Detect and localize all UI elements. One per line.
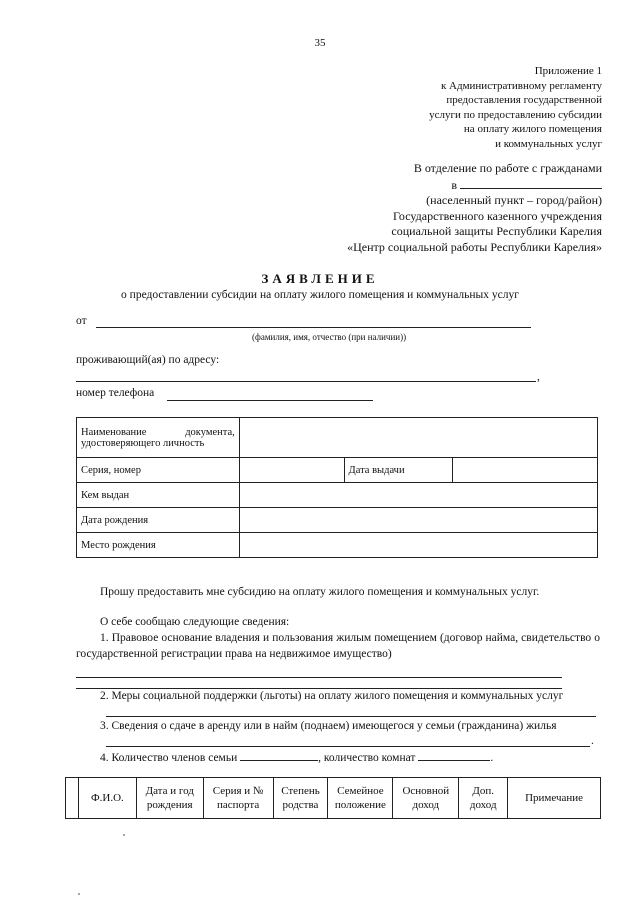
addressee-line: социальной защиты Республики Карелия [391,224,602,238]
phone-field[interactable] [167,400,373,401]
members-header-passport: Серия и № паспорта [203,778,273,819]
item-2-field-line[interactable] [106,716,596,717]
doc-name-label: Наименование документа, удостоверяющего личность [77,418,240,458]
address-comma: , [537,371,540,383]
birth-date-field[interactable] [239,508,597,533]
issue-date-field[interactable] [453,458,598,483]
item-4-rooms-label: , количество комнат [318,752,416,764]
page-number: 35 [314,37,326,49]
about-paragraph: О себе сообщаю следующие сведения: [100,616,290,628]
birth-date-label: Дата рождения [77,508,240,533]
addressee-line [347,177,602,194]
addressee-block [347,161,602,255]
rooms-field[interactable] [418,750,490,761]
members-header-marital: Семейное положение [328,778,393,819]
family-members-table [65,777,601,819]
addressee-line: Государственного казенного учреждения [393,208,602,223]
appendix-line: к Административному регламенту [440,79,602,92]
appendix-line: и коммунальных услуг [495,137,602,150]
birth-place-label: Место рождения [77,533,240,558]
applicant-name-field[interactable] [96,327,531,328]
series-number-label: Серия, номер [77,458,240,483]
members-header-note: Примечание [508,778,601,819]
from-label: от [76,315,87,327]
item-3-field-line[interactable] [106,746,590,747]
item-4-end: . [490,752,494,764]
item-4-family-label: 4. Количество членов семьи [100,752,238,764]
doc-name-field[interactable] [239,418,597,458]
appendix-line: предоставления государственной [446,94,602,107]
item-3-text: 3. Сведения о сдаче в аренду или в найм (поднаем) имеющегося у семьи (гражданина) жилья [100,720,557,732]
applicant-name-hint: (фамилия, имя, отчество (при наличии)) [252,332,407,342]
members-header-main-income: Основной доход [393,778,459,819]
appendix-line: на оплату жилого помещения [463,123,602,136]
members-header-relation: Степень родства [273,778,328,819]
request-paragraph: Прошу предоставить мне субсидию на оплату жилого помещения и коммунальных услуг. [100,586,540,598]
issued-by-label: Кем выдан [77,483,240,508]
phone-label: номер телефона [76,387,155,399]
appendix-line: Приложение 1 [534,65,602,77]
item-4-line [100,750,493,764]
item-1-field-line[interactable] [76,677,562,678]
settlement-field[interactable] [460,177,602,189]
addressee-hint: (населенный пункт – город/район) [426,193,602,207]
scan-speck [123,834,125,836]
addressee-prefix: в [451,177,457,192]
item-3-end: . [591,735,594,747]
document-subtitle: о предоставлении субсидии на оплату жилого помещения и коммунальных услуг [121,289,519,301]
item-1-text: 1. Правовое основание владения и пользования жилым помещением (договор найма, свидетельство о государственной регистрации права на недвижимое имущество) [76,632,600,660]
item-2-text: 2. Меры социальной поддержки (льготы) на оплату жилого помещения и коммунальных услуг [100,690,564,702]
series-number-field[interactable] [239,458,344,483]
addressee-line: «Центр социальной работы Республики Карелия» [347,239,602,254]
address-label: проживающий(ая) по адресу: [76,354,220,366]
document-title: ЗАЯВЛЕНИЕ [261,271,379,286]
identity-document-table [76,417,598,558]
members-header-extra-income: Доп. доход [459,778,508,819]
family-members-field[interactable] [240,750,318,761]
members-header-birth: Дата и год рождения [136,778,203,819]
appendix-line: услуги по предоставлению субсидии [429,108,602,121]
members-index-column [66,778,79,819]
issue-date-label: Дата выдачи [344,458,453,483]
scan-speck [78,893,80,895]
birth-place-field[interactable] [239,533,597,558]
addressee-line: В отделение по работе с гражданами [413,161,602,175]
address-field[interactable] [76,381,536,382]
issued-by-field[interactable] [239,483,597,508]
appendix-block [429,64,602,152]
members-header-name: Ф.И.О. [78,778,136,819]
